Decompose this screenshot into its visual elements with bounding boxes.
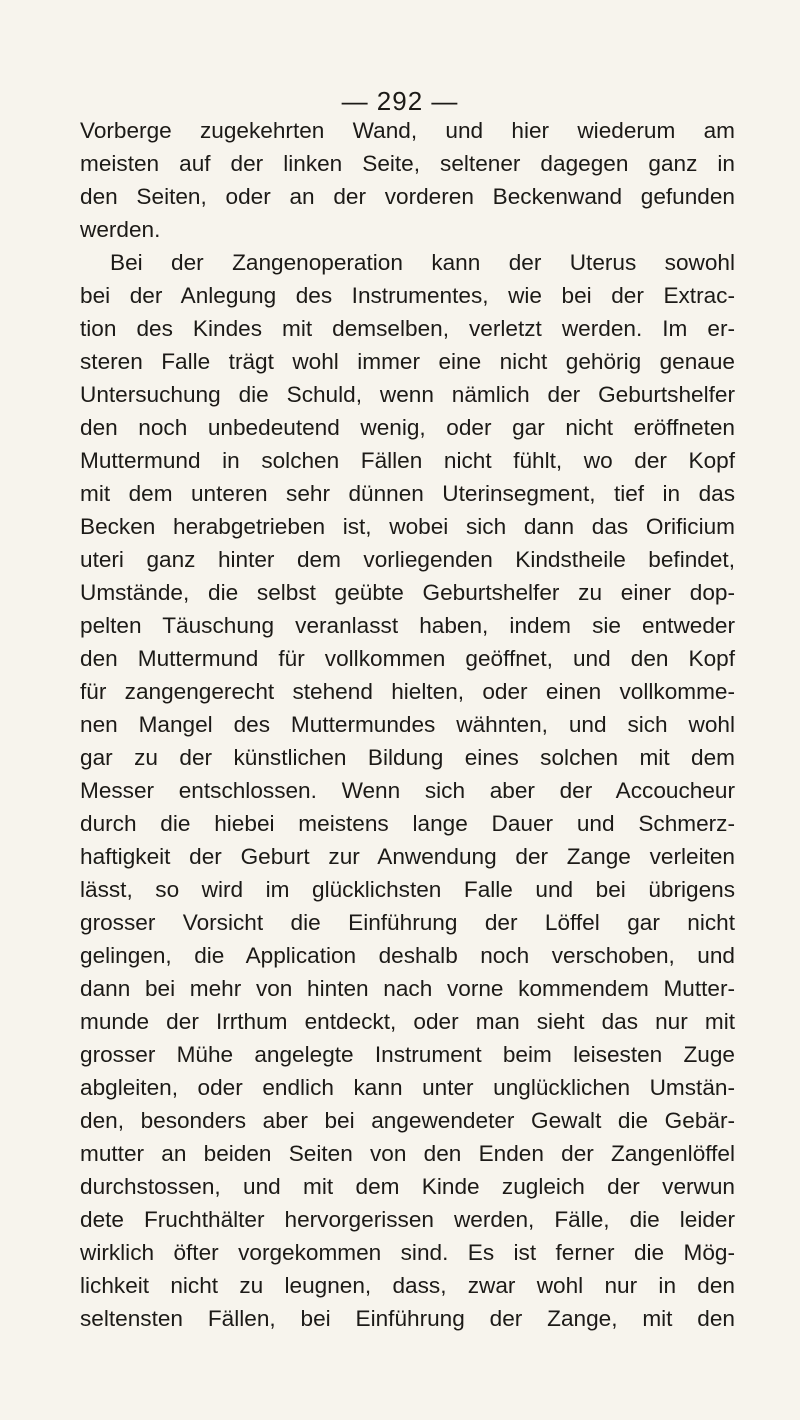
text-line: haftigkeit der Geburt zur Anwendung der Zange verleiten	[80, 844, 735, 869]
text-line: dete Fruchthälter hervorgerissen werden, Fälle, die leider	[80, 1207, 735, 1232]
text-line: tion des Kindes mit demselben, verletzt werden. Im er-	[80, 316, 735, 341]
text-line: Untersuchung die Schuld, wenn nämlich der Geburtshelfer	[80, 382, 735, 407]
text-line: meisten auf der linken Seite, seltener dagegen ganz in	[80, 151, 735, 176]
text-line: grosser Mühe angelegte Instrument beim leisesten Zuge	[80, 1042, 735, 1067]
text-line: gelingen, die Application deshalb noch verschoben, und	[80, 943, 735, 968]
page-number: — 292 —	[341, 86, 459, 116]
text-line: munde der Irrthum entdeckt, oder man sieht das nur mit	[80, 1009, 735, 1034]
text-line: durchstossen, und mit dem Kinde zugleich der verwun	[80, 1174, 735, 1199]
text-line: nen Mangel des Muttermundes wähnten, und sich wohl	[80, 712, 735, 737]
text-line: lichkeit nicht zu leugnen, dass, zwar wohl nur in den	[80, 1273, 735, 1298]
text-line: dann bei mehr von hinten nach vorne kommendem Mutter-	[80, 976, 735, 1001]
text-line: den noch unbedeutend wenig, oder gar nicht eröffneten	[80, 415, 735, 440]
text-line: durch die hiebei meistens lange Dauer und Schmerz-	[80, 811, 735, 836]
text-line: mit dem unteren sehr dünnen Uterinsegment, tief in das	[80, 481, 735, 506]
paragraph-2	[80, 246, 735, 1335]
text-line: werden.	[80, 217, 161, 242]
text-line: abgleiten, oder endlich kann unter unglücklichen Umstän-	[80, 1075, 735, 1100]
text-line: wirklich öfter vorgekommen sind. Es ist ferner die Mög-	[80, 1240, 735, 1265]
text-line: Becken herabgetrieben ist, wobei sich dann das Orificium	[80, 514, 735, 539]
text-line: den, besonders aber bei angewendeter Gewalt die Gebär-	[80, 1108, 735, 1133]
text-line: pelten Täuschung veranlasst haben, indem sie entweder	[80, 613, 735, 638]
text-line: mutter an beiden Seiten von den Enden der Zangenlöffel	[80, 1141, 735, 1166]
text-line: Messer entschlossen. Wenn sich aber der Accoucheur	[80, 778, 735, 803]
text-line: Vorberge zugekehrten Wand, und hier wiederum am	[80, 118, 735, 143]
text-line: den Muttermund für vollkommen geöffnet, und den Kopf	[80, 646, 735, 671]
body-text	[80, 114, 735, 1335]
text-line: uteri ganz hinter dem vorliegenden Kindstheile befindet,	[80, 547, 735, 572]
text-line: seltensten Fällen, bei Einführung der Zange, mit den	[80, 1306, 735, 1331]
text-line: für zangengerecht stehend hielten, oder einen vollkomme-	[80, 679, 735, 704]
text-line: den Seiten, oder an der vorderen Beckenwand gefunden	[80, 184, 735, 209]
text-line: Bei der Zangenoperation kann der Uterus sowohl	[110, 250, 735, 275]
text-line: Umstände, die selbst geübte Geburtshelfer zu einer dop-	[80, 580, 735, 605]
text-line: bei der Anlegung des Instrumentes, wie bei der Extrac-	[80, 283, 735, 308]
text-line: grosser Vorsicht die Einführung der Löffel gar nicht	[80, 910, 735, 935]
text-line: steren Falle trägt wohl immer eine nicht gehörig genaue	[80, 349, 735, 374]
text-line: Muttermund in solchen Fällen nicht fühlt, wo der Kopf	[80, 448, 735, 473]
text-line: gar zu der künstlichen Bildung eines solchen mit dem	[80, 745, 735, 770]
text-line: lässt, so wird im glücklichsten Falle und bei übrigens	[80, 877, 735, 902]
paragraph-1	[80, 114, 735, 246]
